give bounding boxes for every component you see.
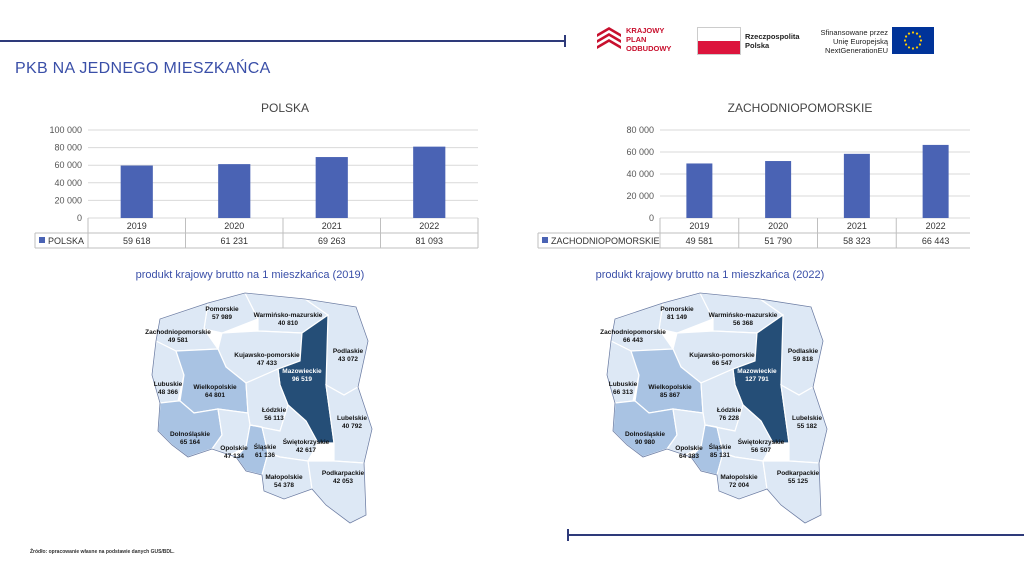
region-value-label: 85 867: [660, 392, 680, 399]
region-value-label: 66 443: [623, 337, 643, 344]
region-value-label: 48 366: [158, 389, 178, 396]
y-tick-label: 80 000: [54, 142, 82, 153]
value-cell: 66 443: [921, 236, 950, 246]
region-value-label: 42 617: [296, 447, 316, 454]
region-name-label: Podkarpackie: [776, 470, 820, 477]
region-value-label: 85 131: [710, 452, 730, 459]
eu-star: [908, 46, 910, 48]
region-name-label: Warmińsko-mazurskie: [253, 312, 323, 319]
region-value-label: 96 519: [292, 376, 312, 383]
region-value-label: 43 072: [338, 356, 358, 363]
map-1-title: produkt krajowy brutto na 1 mieszkańca (2019): [135, 269, 365, 281]
region-name-label: Podlaskie: [332, 348, 364, 355]
legend-label: POLSKA: [48, 236, 85, 246]
region-value-label: 54 378: [274, 482, 294, 489]
value-cell: 81 093: [415, 236, 444, 246]
category-label: 2021: [846, 221, 867, 231]
bar-2021: [316, 157, 348, 218]
region-name-label: Mazowieckie: [282, 368, 322, 375]
region-name-label: Pomorskie: [205, 306, 239, 313]
eu-line-3: NextGenerationEU: [825, 46, 888, 55]
eu-star: [919, 35, 921, 37]
eu-flag-icon: [892, 27, 934, 54]
value-cell: 61 231: [220, 236, 249, 246]
category-label: 2019: [689, 221, 710, 231]
region-value-label: 55 182: [797, 423, 817, 430]
region-name-label: Świętokrzyskie: [282, 439, 330, 446]
eu-logo: [816, 27, 936, 55]
footer-rule: [568, 534, 1024, 536]
region-value-label: 64 383: [679, 453, 699, 460]
map-2022: [585, 285, 845, 535]
map-2-title: produkt krajowy brutto na 1 mieszkańca (2022): [595, 269, 825, 281]
eu-star: [920, 39, 922, 41]
category-label: 2020: [768, 221, 789, 231]
eu-line-2: Unię Europejską: [832, 37, 888, 46]
region-value-label: 40 810: [278, 320, 298, 327]
region-name-label: Łódzkie: [261, 407, 287, 414]
region-value-label: 76 228: [719, 415, 739, 422]
region-name-label: Świętokrzyskie: [737, 439, 785, 446]
y-tick-label: 20 000: [626, 191, 654, 201]
region-value-label: 66 313: [613, 389, 633, 396]
value-cell: 59 618: [122, 236, 151, 246]
bar-2019: [686, 163, 712, 218]
eu-star: [916, 46, 918, 48]
region-name-label: Dolnośląskie: [169, 431, 211, 438]
kpo-line-3: ODBUDOWY: [626, 44, 672, 53]
category-label: 2020: [224, 221, 245, 231]
chart-2-title: ZACHODNIOPOMORSKIE: [727, 101, 873, 115]
kpo-line-2: PLAN: [626, 35, 647, 44]
region-value-label: 72 004: [729, 482, 749, 489]
region-name-label: Małopolskie: [265, 474, 303, 481]
region-value-label: 127 791: [745, 376, 769, 383]
kpo-line-1: KRAJOWY: [626, 26, 665, 35]
bar-2022: [413, 147, 445, 218]
y-tick-label: 0: [76, 213, 82, 223]
category-label: 2019: [126, 221, 147, 231]
region-name-label: Warmińsko-mazurskie: [708, 312, 778, 319]
region-name-label: Opolskie: [675, 445, 703, 452]
region-value-label: 56 368: [733, 320, 753, 327]
y-tick-label: 60 000: [626, 147, 654, 157]
value-cell: 58 323: [843, 236, 871, 246]
category-label: 2021: [321, 221, 342, 231]
region-value-label: 42 053: [333, 478, 353, 485]
region-value-label: 49 581: [168, 337, 188, 344]
legend-key: [542, 237, 548, 243]
rp-line-2: Polska: [745, 41, 770, 50]
rp-logo: [697, 27, 807, 55]
bar-2020: [765, 161, 791, 218]
value-cell: 49 581: [685, 236, 714, 246]
region-name-label: Podkarpackie: [321, 470, 365, 477]
category-label: 2022: [925, 221, 946, 231]
polish-flag-icon: [697, 27, 741, 55]
region-value-label: 40 792: [342, 423, 362, 430]
eu-star: [904, 39, 906, 41]
region-name-label: Opolskie: [220, 445, 248, 452]
source-note: Źródło: opracowanie własne na podstawie danych GUS/BDL.: [30, 549, 175, 555]
value-cell: 69 263: [317, 236, 346, 246]
map-2019: [130, 285, 390, 535]
bar-2019: [121, 166, 153, 218]
bar-2022: [923, 145, 949, 218]
region-name-label: Zachodniopomorskie: [600, 329, 666, 336]
eu-star: [908, 32, 910, 34]
region-name-label: Lubuskie: [608, 381, 638, 388]
bar-2021: [844, 154, 870, 218]
region-name-label: Kujawsko-pomorskie: [234, 352, 300, 359]
region-value-label: 47 433: [257, 360, 277, 367]
eu-star: [905, 43, 907, 45]
region-value-label: 90 980: [635, 439, 655, 446]
region-name-label: Wielkopolskie: [193, 384, 237, 391]
region-name-label: Wielkopolskie: [648, 384, 692, 391]
region-value-label: 66 547: [712, 360, 732, 367]
region-value-label: 61 136: [255, 452, 275, 459]
region-name-label: Kujawsko-pomorskie: [689, 352, 755, 359]
eu-star: [912, 31, 914, 33]
bar-2020: [218, 164, 250, 218]
eu-line-1: Sfinansowane przez: [820, 28, 888, 37]
y-tick-label: 40 000: [54, 177, 82, 188]
page-title: PKB NA JEDNEGO MIESZKAŃCA: [15, 60, 271, 77]
chart-polska: [0, 120, 480, 260]
region-value-label: 55 125: [788, 478, 808, 485]
y-tick-label: 100 000: [49, 125, 82, 135]
kpo-logo: [596, 26, 691, 54]
eu-star: [916, 32, 918, 34]
region-name-label: Mazowieckie: [737, 368, 777, 375]
region-value-label: 65 164: [180, 439, 200, 446]
region-name-label: Zachodniopomorskie: [145, 329, 211, 336]
region-value-label: 57 989: [212, 314, 232, 321]
header-rule: [0, 40, 565, 42]
region-name-label: Dolnośląskie: [624, 431, 666, 438]
value-cell: 51 790: [764, 236, 792, 246]
region-name-label: Łódzkie: [716, 407, 742, 414]
region-name-label: Pomorskie: [660, 306, 694, 313]
region-name-label: Lubelskie: [337, 415, 367, 422]
region-name-label: Śląskie: [708, 444, 732, 451]
y-tick-label: 0: [648, 213, 654, 223]
chart-zachodniopomorskie: [520, 120, 970, 260]
region-value-label: 81 149: [667, 314, 687, 321]
region-name-label: Lubuskie: [153, 381, 183, 388]
y-tick-label: 40 000: [626, 169, 654, 179]
region-value-label: 56 113: [264, 415, 284, 422]
category-label: 2022: [419, 221, 440, 231]
region-name-label: Śląskie: [253, 444, 277, 451]
region-value-label: 56 507: [751, 447, 771, 454]
region-value-label: 59 818: [793, 356, 813, 363]
legend-label: ZACHODNIOPOMORSKIE: [551, 236, 660, 246]
region-name-label: Lubelskie: [792, 415, 822, 422]
y-tick-label: 20 000: [54, 195, 82, 206]
y-tick-label: 60 000: [54, 160, 82, 171]
kpo-emblem-icon: [596, 26, 622, 52]
eu-star: [905, 35, 907, 37]
region-name-label: Podlaskie: [787, 348, 819, 355]
region-value-label: 64 801: [205, 392, 225, 399]
eu-star: [919, 43, 921, 45]
chart-1-title: POLSKA: [260, 101, 310, 115]
region-value-label: 47 134: [224, 453, 244, 460]
rp-line-1: Rzeczpospolita: [745, 32, 800, 41]
eu-star: [912, 47, 914, 49]
y-tick-label: 80 000: [626, 125, 654, 135]
region-name-label: Małopolskie: [720, 474, 758, 481]
legend-key: [39, 237, 45, 243]
